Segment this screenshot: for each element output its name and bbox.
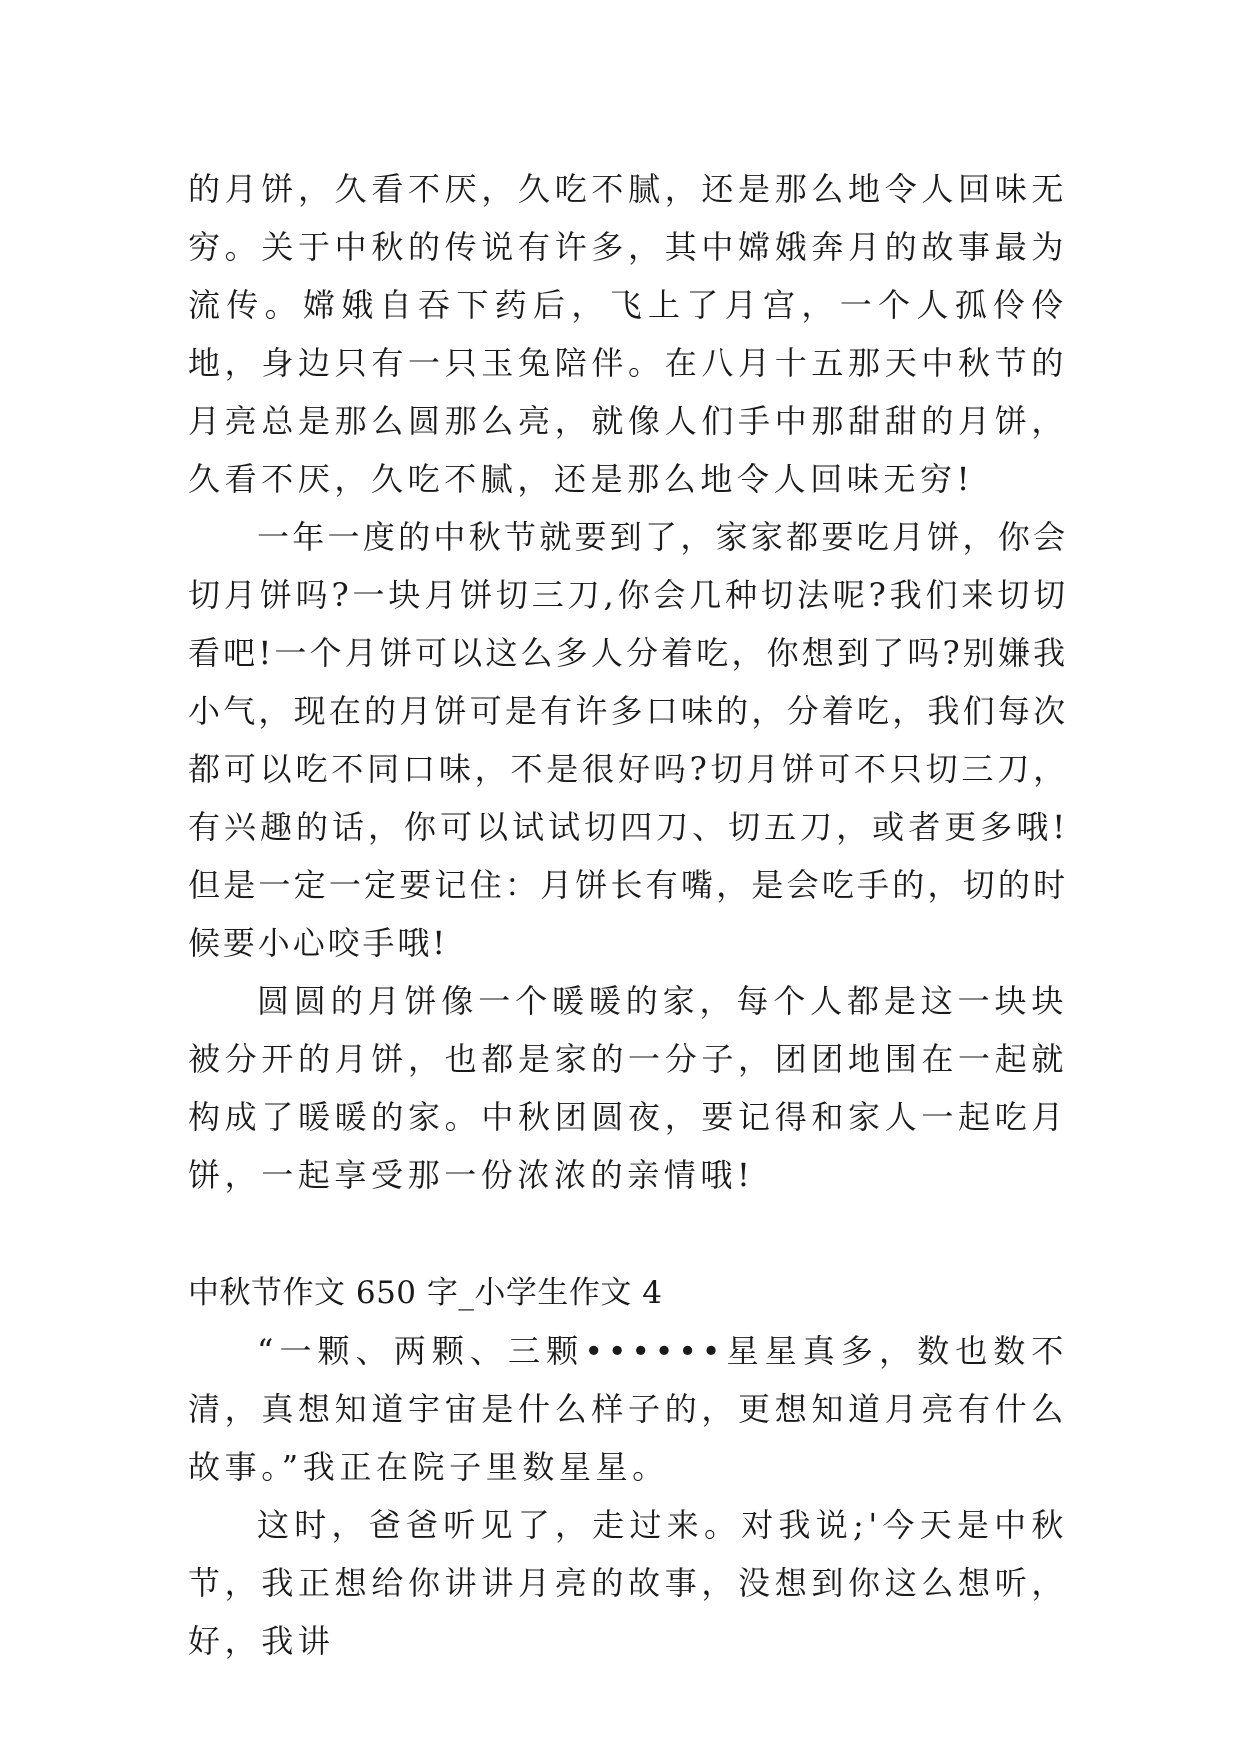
paragraph-cutting-mooncakes: 一年一度的中秋节就要到了，家家都要吃月饼，你会切月饼吗?一块月饼切三刀,你会几种切法呢?我们来切切看吧!一个月饼可以这么多人分着吃，你想到了吗?别嫌我小气，现在的月饼可是有许多口味的，分着吃，我们每次都可以吃不同口味，不是很好吗?切月饼可不只切三刀，有兴趣的话，你可以试试切四刀、切五刀，或者更多哦!但是一定一定要记住：月饼长有嘴，是会吃手的，切的时候要小心咬手哦! bbox=[188, 518, 1068, 962]
document-page bbox=[188, 160, 1068, 1670]
paragraph-family-reunion: 圆圆的月饼像一个暖暖的家，每个人都是这一块块被分开的月饼，也都是家的一分子，团团地围在一起就构成了暖暖的家。中秋团圆夜，要记得和家人一起吃月饼，一起享受那一份浓浓的亲情哦! bbox=[188, 982, 1068, 1194]
paragraph-father-story: 这时，爸爸听见了，走过来。对我说;'今天是中秋节，我正想给你讲讲月亮的故事，没想到你这么想听，好，我讲 bbox=[188, 1506, 1068, 1660]
section-title: 中秋节作文 650 字_小学生作文 4 bbox=[188, 1275, 663, 1311]
paragraph-moon-legend: 的月饼，久看不厌，久吃不腻，还是那么地令人回味无穷。关于中秋的传说有许多，其中嫦娥奔月的故事最为流传。嫦娥自吞下药后，飞上了月宫，一个人孤伶伶地，身边只有一只玉兔陪伴。在八月十五那天中秋节的月亮总是那么圆那么亮，就像人们手中那甜甜的月饼，久看不厌，久吃不腻，还是那么地令人回味无穷! bbox=[188, 170, 1068, 498]
paragraph-counting-stars: “一颗、两颗、三颗••••••星星真多，数也数不清，真想知道宇宙是什么样子的，更想知道月亮有什么故事。”我正在院子里数星星。 bbox=[188, 1332, 1068, 1486]
